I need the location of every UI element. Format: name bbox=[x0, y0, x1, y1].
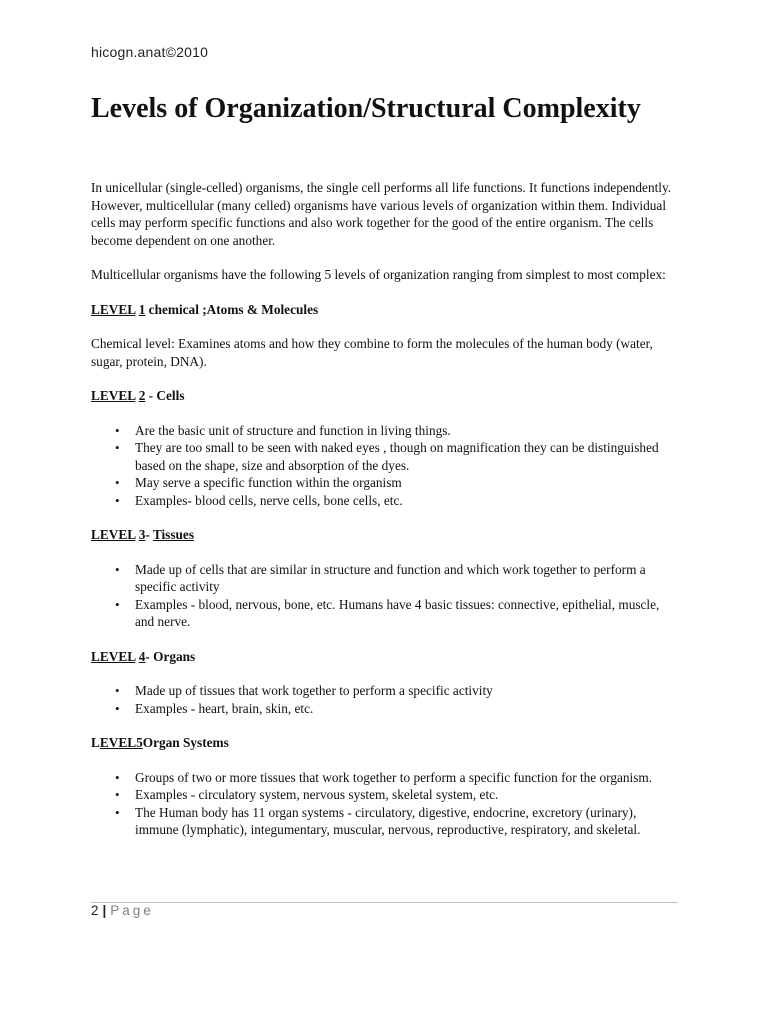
level-3-title: Tissues bbox=[152, 527, 195, 542]
level-3-heading bbox=[91, 526, 681, 544]
level-1-description: Chemical level: Examines atoms and how they combine to form the molecules of the human body (water, sugar, protein, DNA). bbox=[91, 336, 653, 369]
level-3-list bbox=[91, 561, 681, 631]
level-1-word: LEVEL bbox=[91, 301, 136, 317]
level-2-heading bbox=[91, 387, 681, 405]
footer-divider bbox=[91, 902, 678, 903]
bullet-icon: • bbox=[115, 787, 120, 802]
list-item bbox=[91, 439, 681, 474]
list-item-text: Examples- blood cells, nerve cells, bone cells, etc. bbox=[135, 492, 403, 508]
list-item bbox=[91, 474, 681, 492]
level-4-heading bbox=[91, 648, 681, 666]
list-item bbox=[91, 786, 681, 804]
page-number: 2 bbox=[91, 903, 99, 918]
level-5-lead: L bbox=[91, 735, 100, 750]
level-1-title: chemical ;Atoms & Molecules bbox=[145, 301, 319, 317]
list-item-text: Made up of tissues that work together to perform a specific activity bbox=[135, 683, 493, 698]
bullet-icon: • bbox=[115, 804, 120, 820]
list-item bbox=[91, 682, 681, 700]
level-5-heading bbox=[91, 734, 681, 752]
bullet-icon: • bbox=[115, 492, 120, 508]
list-item bbox=[91, 769, 681, 787]
bullet-icon: • bbox=[115, 561, 120, 577]
bullet-icon: • bbox=[115, 422, 120, 438]
level-1-heading bbox=[91, 301, 681, 319]
document-body bbox=[91, 179, 681, 839]
level-3-word: LEVEL bbox=[91, 527, 136, 542]
list-item-text: Examples - heart, brain, skin, etc. bbox=[135, 700, 314, 716]
bullet-icon: • bbox=[115, 475, 120, 490]
list-item bbox=[91, 422, 681, 440]
intro-paragraph-1: In unicellular (single-celled) organisms, the single cell performs all life functions. It functions independently. However, multicellular (many celled) organisms have various levels of organization within them. Individual cells may perform specific functions and also work together for the good of the entire organism. The cells become dependent on one another. bbox=[91, 180, 672, 248]
list-item-text: May serve a specific function within the organism bbox=[135, 475, 402, 490]
level-4-list bbox=[91, 682, 681, 717]
intro-paragraph-2: Multicellular organisms have the following 5 levels of organization ranging from simplest to most complex: bbox=[91, 267, 666, 282]
list-item-text: They are too small to be seen with naked eyes , though on magnification they can be distinguished based on the shape, size and absorption of the dyes. bbox=[135, 440, 659, 473]
list-item bbox=[91, 596, 681, 631]
level-3-number: 3 bbox=[138, 527, 146, 542]
page-footer bbox=[91, 903, 154, 918]
level-4-title: - Organs bbox=[145, 648, 196, 664]
bullet-icon: • bbox=[115, 683, 120, 698]
level-2-title: - Cells bbox=[145, 388, 185, 403]
level-3-separator: - bbox=[145, 527, 153, 542]
list-item-text: Examples - circulatory system, nervous system, skeletal system, etc. bbox=[135, 787, 499, 802]
list-item bbox=[91, 804, 681, 839]
bullet-icon: • bbox=[115, 596, 120, 612]
list-item bbox=[91, 561, 681, 596]
level-5-word: EVEL5 bbox=[99, 735, 143, 750]
footer-separator: | bbox=[102, 903, 107, 918]
level-2-word: LEVEL bbox=[91, 388, 136, 403]
list-item-text: Made up of cells that are similar in structure and function and which work together to perform a specific activity bbox=[135, 561, 646, 594]
list-item bbox=[91, 492, 681, 510]
bullet-icon: • bbox=[115, 440, 120, 455]
bullet-icon: • bbox=[115, 700, 120, 716]
level-1-number: 1 bbox=[138, 301, 146, 317]
list-item-text: Examples - blood, nervous, bone, etc. Humans have 4 basic tissues: connective, epithelial, muscle, and nerve. bbox=[135, 596, 660, 629]
list-item bbox=[91, 700, 681, 718]
level-4-word: LEVEL bbox=[91, 648, 136, 664]
page-label: Page bbox=[110, 903, 154, 918]
bullet-icon: • bbox=[115, 769, 120, 785]
level-2-number: 2 bbox=[138, 388, 146, 403]
level-4-number: 4 bbox=[138, 648, 146, 664]
page-title: Levels of Organization/Structural Complexity bbox=[91, 93, 641, 124]
list-item-text: Are the basic unit of structure and function in living things. bbox=[135, 422, 451, 438]
level-2-list bbox=[91, 422, 681, 510]
level-5-list bbox=[91, 769, 681, 839]
document-header: hicogn.anat©2010 bbox=[91, 44, 209, 60]
list-item-text: The Human body has 11 organ systems - circulatory, digestive, endocrine, excretory (urinary), immune (lymphatic), integumentary, muscular, nervous, reproductive, respiratory, and skeletal. bbox=[135, 804, 641, 837]
level-5-title: Organ Systems bbox=[142, 735, 229, 750]
list-item-text: Groups of two or more tissues that work together to perform a specific function for the organism. bbox=[135, 769, 653, 785]
